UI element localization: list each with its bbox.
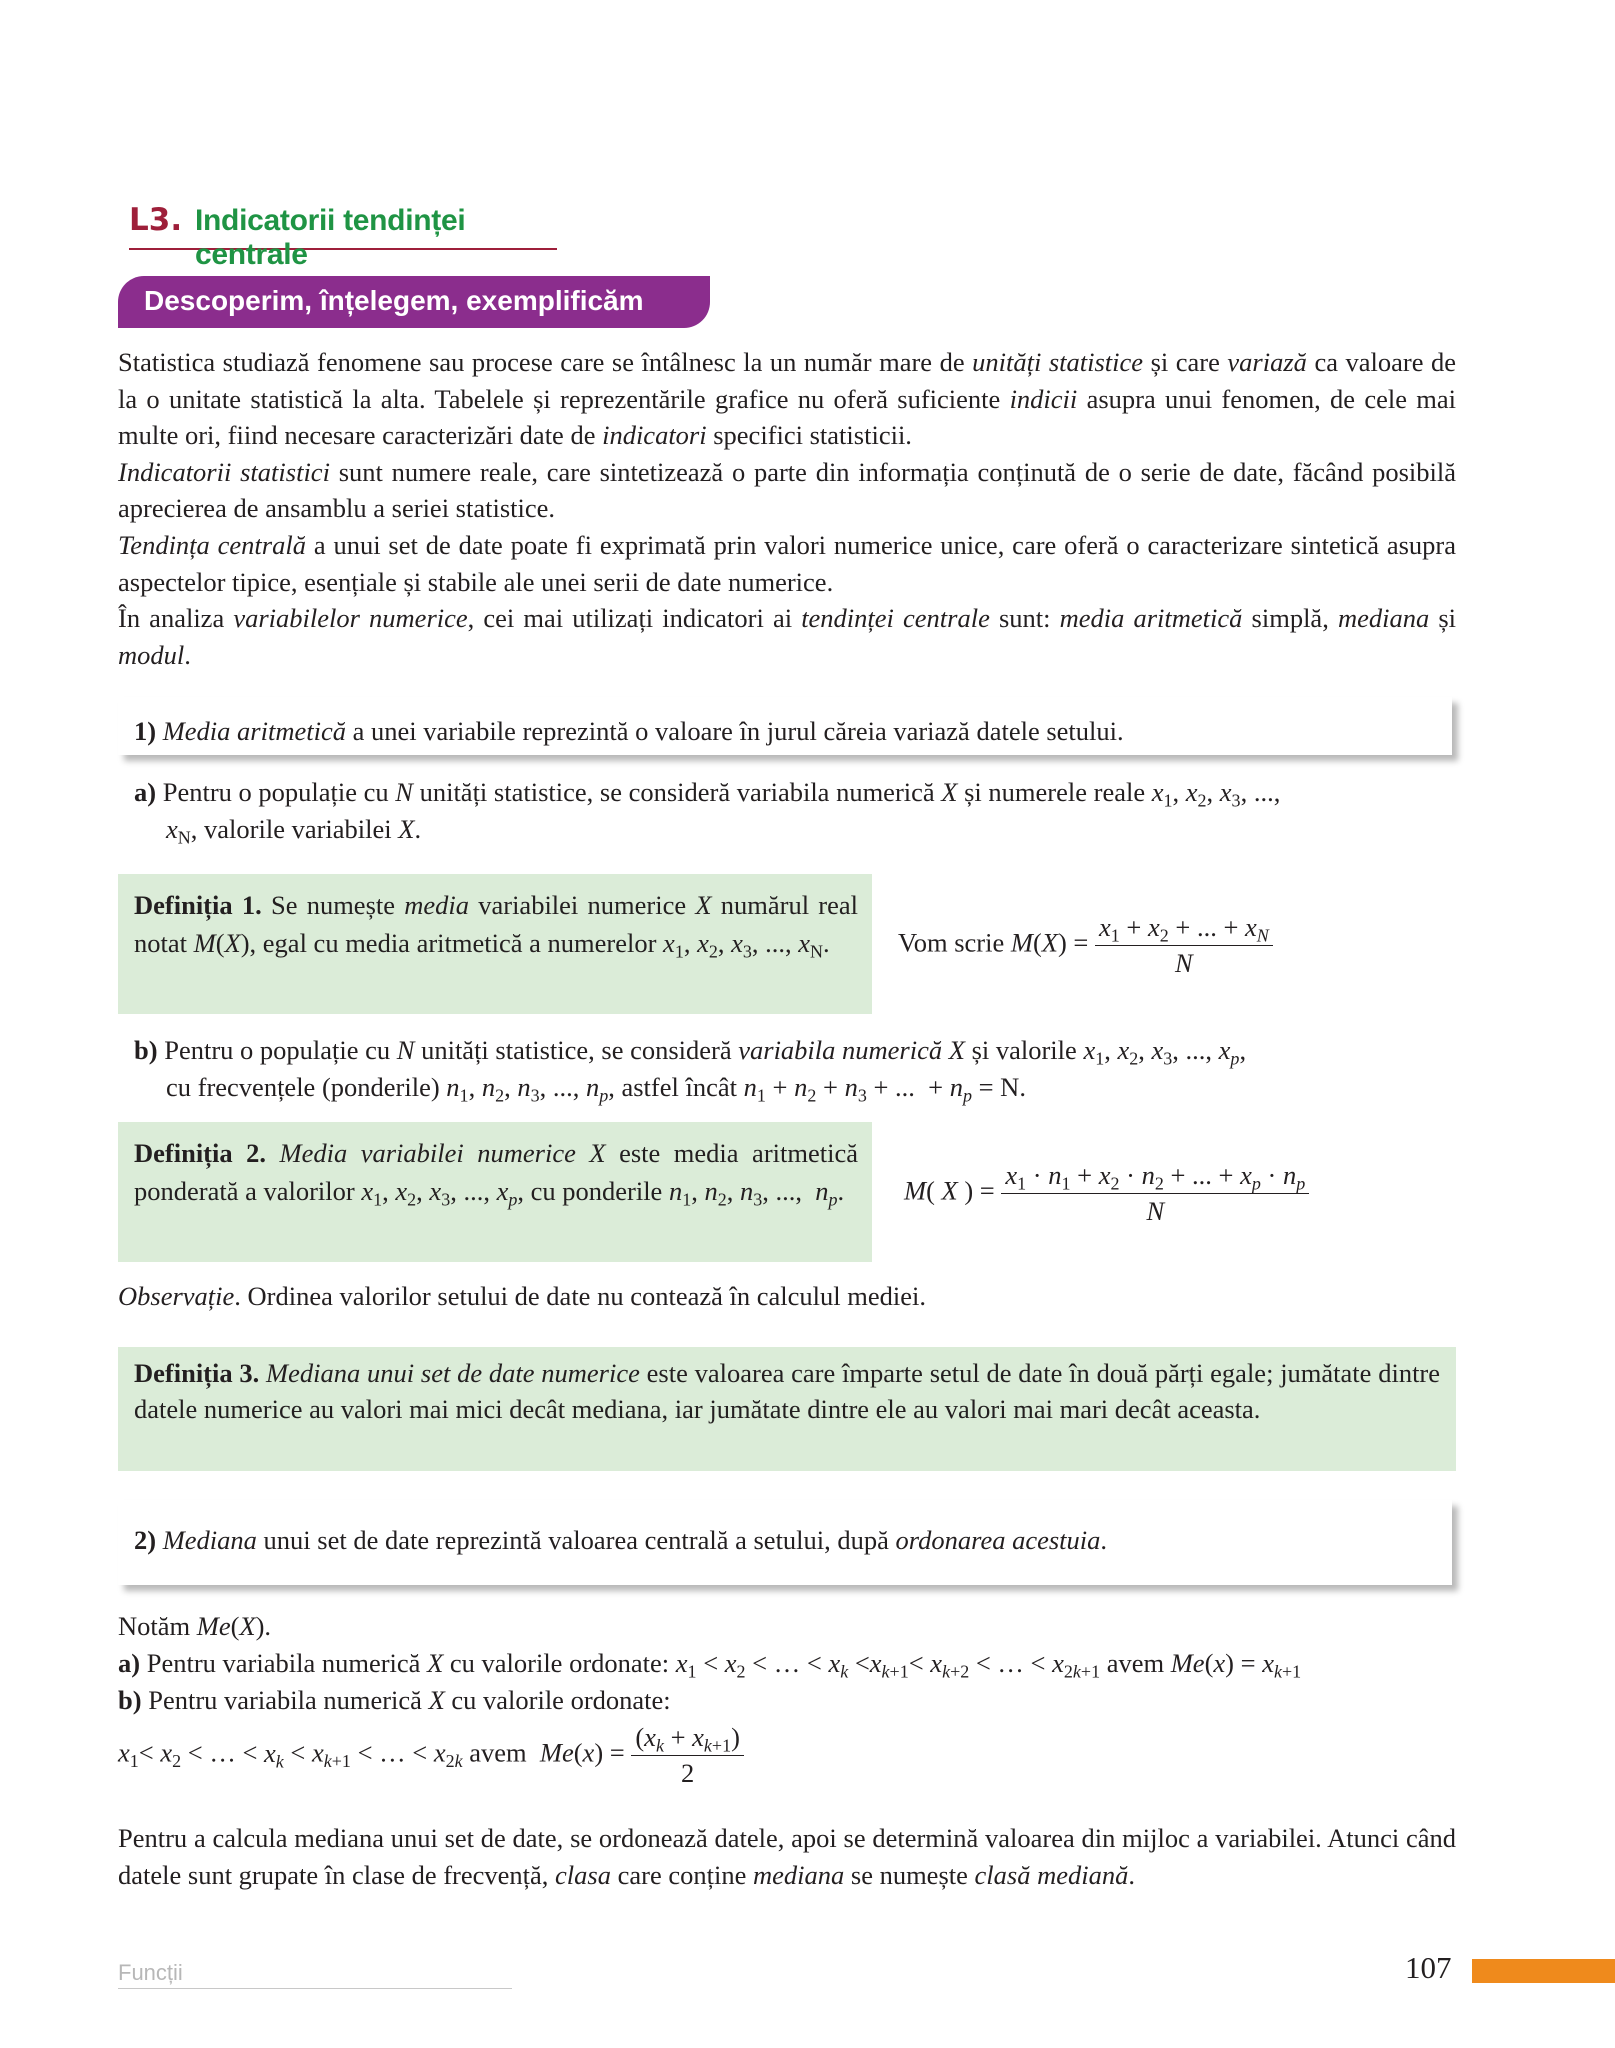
footer-rule [118,1988,512,1989]
definition-1-text: Definiția 1. Se numește media variabilei numerice X numărul real notat M(X), egal cu media aritmetică a numerelor $x_1$, $x_2$, $x_3$, ..., $x_N$. [134,890,859,962]
intro-text [118,344,1456,673]
median-notation: Notăm Me(X). a) Pentru variabila numerică X cu valorile ordonate: $x_1 < x_2$ < … < $x_k <x_{k+1}< x_{k+2}$ < … < $x_{2k+1}$ avem $Me(x) = x_{k+1}$ b) Pentru variabila numerică X cu valorile ordonate: [118,1611,1302,1715]
chapter-label: Funcții [118,1960,183,1985]
formula-2: M( X ) = $\frac{x_1 \cdot n_1 + x_2 \cdot n_2 + ... + x_p \cdot n_p}{N}$ [904,1160,1309,1227]
intro-paragraph-3: Tendința centrală a unui set de date poate fi exprimată prin valori numerice unice, care oferă o caracterizare sintetică asupra aspectelor tipice, esențiale și stabile ale unei serii de date numerice. [118,529,1456,597]
median-even-formula: $x_1< x_2$ < … < $x_k < x_{k+1}$ < … < $x_{2k}$ avem Me(x) = $\frac{(x_k + x_{k+1})}{2}$ [118,1722,744,1789]
media-statement-box [118,697,1452,755]
page-number: 107 [1405,1950,1452,1985]
median-even-fraction: $\frac{(x_k + x_{k+1})}{2}$ [631,1722,744,1789]
formula-1-fraction: $\frac{x_1 + x_2 + ... + x_N}{N}$ [1095,912,1273,979]
lesson-title [129,198,557,271]
formula-2-fraction: $\frac{x_1 \cdot n_1 + x_2 \cdot n_2 + ... + x_p \cdot n_p}{N}$ [1001,1160,1309,1227]
section-banner [118,276,710,328]
intro-paragraph-1: Statistica studiază fenomene sau procese care se întâlnesc la un număr mare de unități statistice și care variază ca valoare de la o unitate statistică la alta. Tabelele și reprezentările grafice nu oferă suficiente indicii asupra unui fenomen, de cele mai multe ori, fiind necesare caracterizări date de indicatori specifici statisticii. [118,347,1456,451]
definition-2-box [118,1122,872,1262]
definition-2-text: Definiția 2. Media variabilei numerice X este media aritmetică ponderată a valorilor $x_1$, $x_2$, $x_3$, ..., $x_p$, cu ponderile $n_1$, $n_2$, $n_3$, ..., $n_p$. [134,1138,858,1210]
intro-paragraph-2: Indicatorii statistici sunt numere reale, care sintetizează o parte din informația conținută de o serie de date, făcând posibilă aprecierea de ansamblu a seriei statistice. [118,456,1456,524]
observation: Observație. Ordinea valorilor setului de date nu contează în calculul mediei. [118,1281,926,1311]
definition-3-text: Definiția 3. Mediana unui set de date numerice este valoarea care împarte setul de date în două părți egale; jumătate dintre datele numerice au valori mai mici decât mediana, iar jumătate dintre ele au valori mai mari decât aceasta. [134,1358,1441,1424]
definition-1-box [118,874,872,1014]
mediana-statement: 2) Mediana unui set de date reprezintă valoarea centrală a setului, după ordonarea acestuia. [134,1525,1108,1555]
lesson-number: L3. [129,202,183,238]
intro-paragraph-4: În analiza variabilelor numerice, cei mai utilizați indicatori ai tendinței centrale sunt: media aritmetică simplă, mediana și modul. [118,603,1456,670]
item-a: a) Pentru o populație cu N unități statistice, se consideră variabila numerică X și numerele reale $x_1$, $x_2$, $x_3$, ..., $x_N$, valorile variabilei X. [134,777,1281,848]
lesson-heading: Indicatorii tendinței centrale [195,204,466,271]
media-statement: 1) Media aritmetică a unei variabile reprezintă o valoare în jurul căreia variază datele setului. [134,716,1124,746]
definition-3-box [118,1347,1456,1471]
mediana-statement-box [118,1500,1452,1585]
page-marker-bar [1472,1959,1615,1983]
section-banner-label: Descoperim, înțelegem, exemplificăm [144,285,644,316]
formula-1: Vom scrie M(X) = $\frac{x_1 + x_2 + ... + x_N}{N}$ [898,912,1273,979]
final-paragraph: Pentru a calcula mediana unui set de date, se ordonează datele, apoi se determină valoarea din mijloc a variabilei. Atunci când datele sunt grupate în clase de frecvență, clasa care conține mediana se numește clasă mediană. [118,1823,1456,1890]
item-b: b) Pentru o populație cu N unități statistice, se consideră variabila numerică X și valorile $x_1$, $x_2$, $x_3$, ..., $x_p$, cu frecvențele (ponderile) $n_1$, $n_2$, $n_3$, ..., $n_p$, astfel încât $n_1 + n_2 + n_3$ + ... + $n_p = N$. [134,1035,1247,1106]
